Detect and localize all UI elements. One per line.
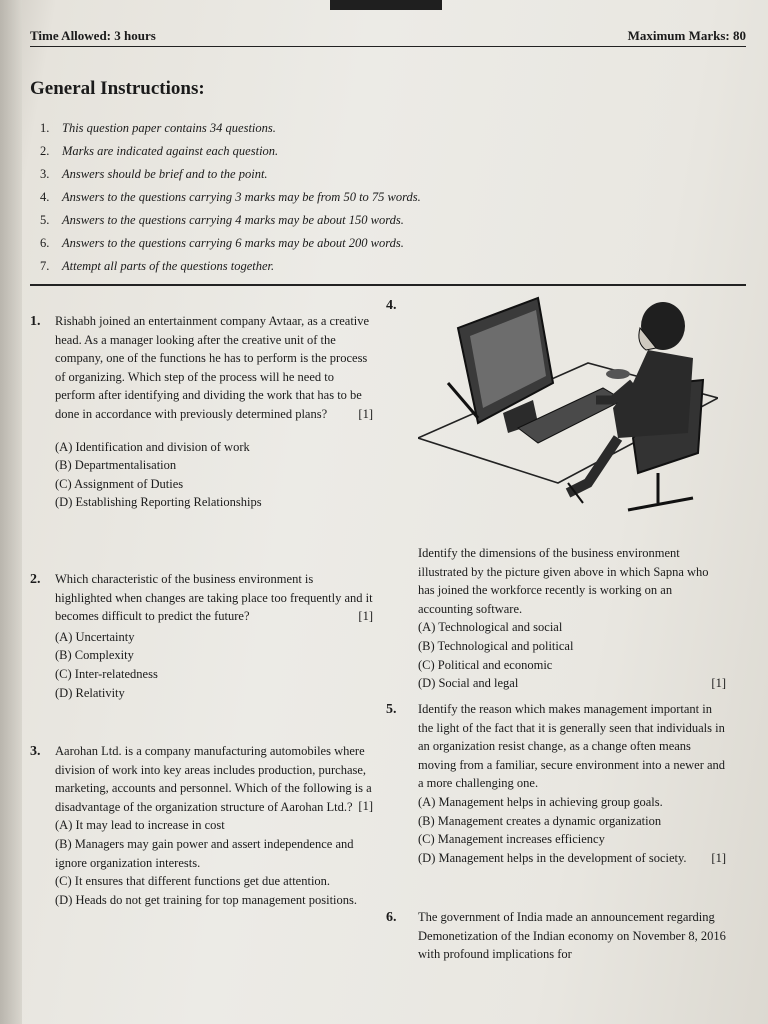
top-banner-strip: [330, 0, 442, 10]
instructions-title: General Instructions:: [30, 78, 205, 99]
question-5-option-d: (D) Management helps in the development of society. [1]: [418, 849, 726, 868]
question-4-option-c: (C) Political and economic: [418, 657, 553, 672]
question-5: [418, 700, 726, 867]
instruction-item: 3. Answers should be brief and to the point.: [40, 167, 268, 181]
page-binding-shadow: [0, 0, 22, 1024]
question-3-option-a: (A) It may lead to increase in cost: [55, 818, 225, 833]
question-2-option-a: (A) Uncertainty: [55, 629, 135, 644]
question-2-text: Which characteristic of the business environment is highlighted when changes are taking place too frequently and it becomes difficult to predict the future?: [55, 572, 373, 624]
mouse-icon: [606, 369, 630, 379]
instructions-list: [40, 117, 730, 278]
question-3-text: Aarohan Ltd. is a company manufacturing automobiles where division of work into key areas includes production, purchase, marketing, accounts and personnel. Which of the following is a disadvantage of the organization structure of Aarohan Ltd.?: [55, 744, 372, 814]
question-5-number: 5.: [386, 702, 397, 717]
question-5-option-b: (B) Management creates a dynamic organization: [418, 813, 662, 828]
question-1-option-d: (D) Establishing Reporting Relationships: [55, 495, 262, 510]
question-3: [55, 742, 373, 909]
question-1-option-a: (A) Identification and division of work: [55, 439, 250, 454]
instructions-rule: [30, 284, 746, 286]
question-1-marks: [1]: [358, 406, 373, 421]
question-2-number: 2.: [30, 572, 41, 587]
question-2-option-b: (B) Complexity: [55, 648, 134, 663]
question-5-marks: [1]: [711, 850, 726, 865]
question-3-option-b: (B) Managers may gain power and assert independence and ignore organization interests.: [55, 836, 354, 870]
instruction-item: 5. Answers to the questions carrying 4 marks may be about 150 words.: [40, 213, 404, 227]
instruction-item: 1. This question paper contains 34 questions.: [40, 121, 276, 135]
maximum-marks: Maximum Marks: 80: [627, 28, 746, 43]
question-6: [418, 908, 726, 964]
question-1-option-c: (C) Assignment of Duties: [55, 476, 184, 491]
question-1-text: Rishabh joined an entertainment company Avtaar, as a creative head. As a manager looking after the creative unit of the company, one of the functions he has to perform is the process of organizing. Which step of the process will he need to perform after identifying and dividing the work that has to be done in accordance with previously determined plans?: [55, 314, 370, 421]
question-4-marks: [1]: [711, 676, 726, 691]
question-6-number: 6.: [386, 910, 397, 925]
instruction-item: 7. Attempt all parts of the questions together.: [40, 259, 275, 273]
question-2-marks: [1]: [358, 608, 373, 623]
question-2-option-d: (D) Relativity: [55, 685, 125, 700]
woman-at-computer-illustration: [418, 288, 718, 528]
question-3-marks: [1]: [358, 799, 373, 814]
question-4: [418, 544, 726, 693]
instruction-item: 2. Marks are indicated against each question.: [40, 144, 279, 158]
question-1-number: 1.: [30, 314, 41, 329]
question-4-option-a: (A) Technological and social: [418, 620, 563, 635]
question-2-option-c: (C) Inter-relatedness: [55, 666, 158, 681]
header-rule: [30, 46, 746, 47]
question-4-text: Identify the dimensions of the business environment illustrated by the picture given above in which Sapna who has joined the workforce recently is working on an accounting software.: [418, 546, 709, 616]
question-5-option-c: (C) Management increases efficiency: [418, 832, 605, 847]
question-4-option-d: (D) Social and legal [1]: [418, 674, 726, 693]
question-5-text: Identify the reason which makes management important in the light of the fact that it is generally seen that individuals in an organization resist change, as a change often means moving from a familiar, secure environment into a newer and a more challenging one.: [418, 702, 726, 791]
question-3-option-d: (D) Heads do not get training for top management positions.: [55, 892, 358, 907]
time-allowed: Time Allowed: 3 hours: [30, 28, 156, 43]
question-5-option-a: (A) Management helps in achieving group goals.: [418, 794, 663, 809]
question-4-number: 4.: [386, 298, 397, 313]
question-6-text: The government of India made an announcement regarding Demonetization of the Indian economy on November 8, 2016 with profound implications for: [418, 910, 726, 962]
question-4-option-b: (B) Technological and political: [418, 638, 574, 653]
question-2: [55, 570, 373, 702]
question-3-number: 3.: [30, 744, 41, 759]
question-1-option-b: (B) Departmentalisation: [55, 458, 177, 473]
instruction-item: 4. Answers to the questions carrying 3 marks may be from 50 to 75 words.: [40, 190, 421, 204]
instruction-item: 6. Answers to the questions carrying 6 marks may be about 200 words.: [40, 236, 404, 250]
question-1: [55, 312, 373, 512]
question-3-option-c: (C) It ensures that different functions get due attention.: [55, 874, 331, 889]
